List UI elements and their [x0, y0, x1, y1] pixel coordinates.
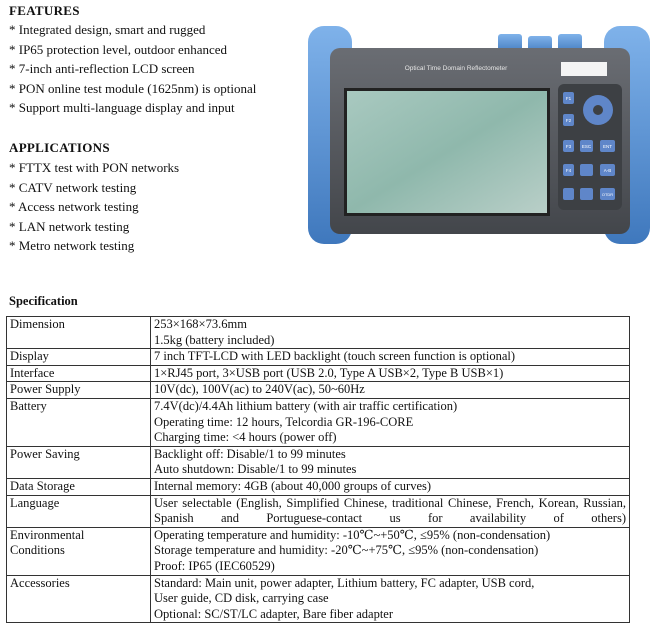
spec-row: [7, 365, 630, 382]
key-label: F2: [565, 118, 572, 123]
spec-value-line: Optional: SC/ST/LC adapter, Bare fiber adapter: [154, 606, 394, 621]
spec-value-line: User selectable (English, Simplified Chinese, traditional Chinese, French, Korean, Russian, Spanish and Portuguese-contact us for availability of others): [154, 495, 626, 526]
spec-value: [151, 495, 630, 527]
spec-row: [7, 495, 630, 527]
key-label: F1: [565, 96, 572, 101]
spec-value-line: 10V(dc), 100V(ac) to 240V(ac), 50~60Hz: [154, 382, 365, 397]
spec-value: [151, 478, 630, 495]
otdr-device-photo: [308, 22, 650, 248]
spec-label: [7, 495, 151, 527]
application-item: * Access network testing: [9, 199, 139, 215]
spec-label-line: Battery: [10, 398, 47, 413]
feature-item: * Support multi-language display and input: [9, 100, 235, 116]
key-label: F3: [565, 144, 572, 149]
device-label: Optical Time Domain Reflectometer: [404, 65, 508, 72]
feature-item: * PON online test module (1625nm) is optional: [9, 80, 257, 96]
screen: [347, 91, 547, 213]
key-label: A-B: [603, 168, 612, 173]
spec-value-line: 1×RJ45 port, 3×USB port (USB 2.0, Type A USB×2, Type B USB×1): [154, 365, 504, 380]
spec-value: [151, 365, 630, 382]
spec-label-line: Power Saving: [10, 446, 80, 461]
spec-value-line: Backlight off: Disable/1 to 99 minutes: [154, 446, 346, 461]
device-logo-plate: [561, 62, 607, 76]
spec-label: [7, 349, 151, 366]
spec-row: [7, 478, 630, 495]
spec-label: [7, 382, 151, 399]
key-label: F4: [565, 168, 572, 173]
spec-label-line: Language: [10, 495, 60, 510]
features-list: [9, 20, 256, 118]
key-label: ENT: [603, 144, 612, 149]
spec-label-line: Data Storage: [10, 478, 75, 493]
spec-value-line: Internal memory: 4GB (about 40,000 groups of curves): [154, 478, 432, 493]
spec-label: [7, 478, 151, 495]
spec-value-line: 7 inch TFT-LCD with LED backlight (touch screen function is optional): [154, 349, 516, 364]
spec-value-line: Operating temperature and humidity: -10℃~+50℃, ≤95% (non-condensation): [154, 527, 551, 542]
spec-label: [7, 398, 151, 446]
application-item: * FTTX test with PON networks: [9, 160, 180, 175]
spec-value-line: User guide, CD disk, carrying case: [154, 591, 329, 606]
spec-value: [151, 446, 630, 478]
application-item: * CATV network testing: [9, 179, 137, 195]
spec-label: [7, 446, 151, 478]
spec-label-line: Environmental: [10, 527, 85, 542]
spec-value-line: 7.4V(dc)/4.4Ah lithium battery (with air traffic certification): [154, 398, 458, 413]
spec-label: [7, 527, 151, 575]
spec-row: [7, 527, 630, 575]
key: [580, 164, 593, 176]
feature-item: * Integrated design, smart and rugged: [9, 22, 206, 37]
spec-row: [7, 349, 630, 366]
spec-row: [7, 575, 630, 623]
specification-title: Specification: [9, 294, 78, 308]
spec-label-line: Interface: [10, 365, 55, 380]
spec-value-line: 253×168×73.6mm: [154, 317, 247, 331]
spec-row: [7, 446, 630, 478]
key: [563, 188, 574, 200]
spec-label: [7, 365, 151, 382]
applications-list: [9, 158, 179, 256]
applications-title: APPLICATIONS: [9, 140, 110, 155]
spec-label-line: Display: [10, 349, 49, 364]
feature-item: * IP65 protection level, outdoor enhanced: [9, 41, 228, 57]
key-label: ESC: [581, 144, 592, 149]
key: [580, 188, 593, 200]
spec-value: [151, 382, 630, 399]
spec-value-line: Storage temperature and humidity: -20℃~+75℃, ≤95% (non-condensation): [154, 543, 539, 558]
application-item: * Metro network testing: [9, 238, 135, 254]
spec-value-line: Operating time: 12 hours, Telcordia GR-196-CORE: [154, 414, 414, 429]
spec-value-line: Standard: Main unit, power adapter, Lithium battery, FC adapter, USB cord,: [154, 575, 535, 590]
key-label: OTDR: [601, 192, 614, 197]
spec-label-line: Accessories: [10, 575, 70, 590]
spec-value: [151, 349, 630, 366]
spec-value-line: Auto shutdown: Disable/1 to 99 minutes: [154, 462, 357, 477]
spec-value-line: Charging time: <4 hours (power off): [154, 430, 337, 445]
spec-label: [7, 317, 151, 349]
spec-label-line: Dimension: [10, 317, 65, 331]
application-item: * LAN network testing: [9, 218, 130, 234]
spec-row: [7, 317, 630, 349]
spec-value: [151, 575, 630, 623]
spec-label-line: Power Supply: [10, 382, 81, 397]
spec-value: [151, 398, 630, 446]
spec-value-line: Proof: IP65 (IEC60529): [154, 558, 275, 573]
specification-table: [6, 316, 630, 623]
spec-value: [151, 527, 630, 575]
spec-label-line: Conditions: [10, 543, 65, 558]
spec-value-line: 1.5kg (battery included): [154, 332, 275, 347]
spec-label: [7, 575, 151, 623]
spec-row: [7, 398, 630, 446]
feature-item: * 7-inch anti-reflection LCD screen: [9, 61, 195, 77]
spec-row: [7, 382, 630, 399]
features-title: FEATURES: [9, 3, 80, 18]
spec-value: [151, 317, 630, 349]
